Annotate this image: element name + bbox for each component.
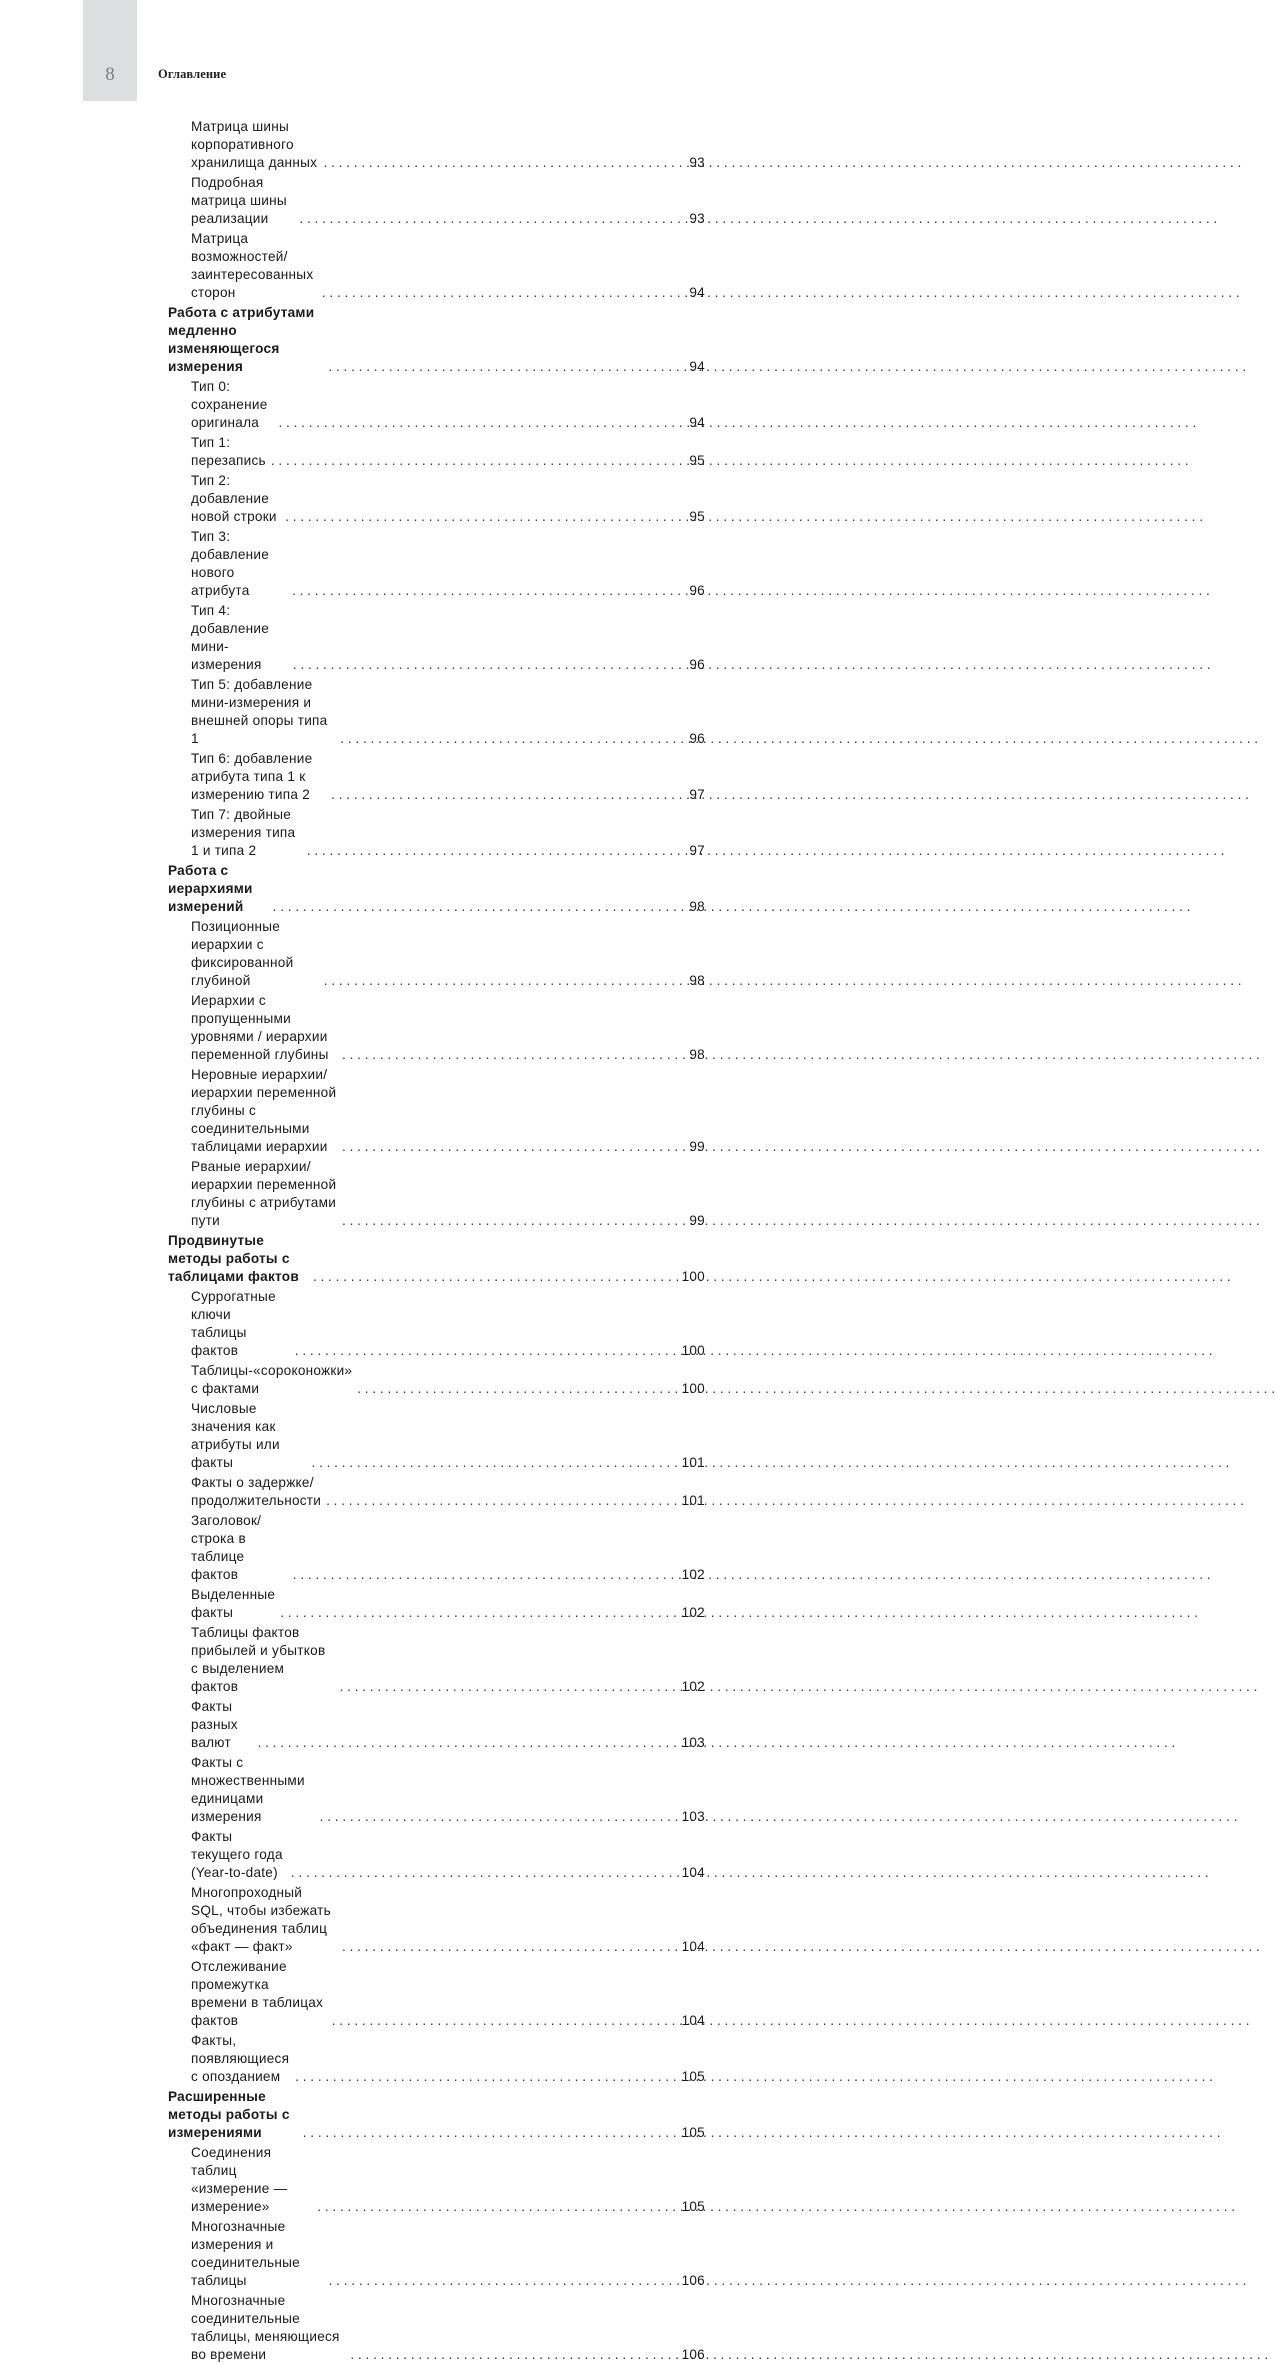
toc-entry-title: Тип 5: добавление мини-измерения и внешней опоры типа 1: [191, 677, 328, 746]
toc-entry-page: 106: [681, 2347, 705, 2362]
toc-dot-leader: [295, 2068, 673, 2086]
toc-entry-title: Таблицы-«сороконожки» с фактами: [191, 1363, 353, 1396]
toc-entry-title: Таблицы фактов прибылей и убытков с выделением фактов: [191, 1625, 326, 1694]
toc-entry-title: Выделенные факты: [191, 1587, 276, 1620]
toc-entry-page: 101: [681, 1493, 705, 1508]
toc-dot-leader: [279, 414, 674, 432]
toc-subsection-entry[interactable]: [191, 806, 705, 860]
toc-subsection-entry[interactable]: [191, 1828, 705, 1882]
toc-dot-leader: [291, 1864, 673, 1882]
toc-entry-page: 99: [689, 1139, 705, 1154]
toc-dot-leader: [271, 452, 673, 470]
toc-entry-page: 94: [689, 415, 705, 430]
toc-entry-page: 98: [689, 973, 705, 988]
toc-subsection-entry[interactable]: [191, 750, 705, 804]
toc-entry-title: Рваные иерархии/иерархии переменной глубины с атрибутами пути: [191, 1159, 337, 1228]
page-number: 8: [105, 64, 115, 85]
toc-dot-leader: [342, 1938, 673, 1956]
toc-entry-title: Подробная матрица шины реализации: [191, 175, 287, 226]
toc-entry-title: Иерархии с пропущенными уровнями / иерархии переменной глубины: [191, 993, 329, 1062]
toc-dot-leader: [350, 2346, 673, 2364]
toc-entry-title: Факты о задержке/продолжительности: [191, 1475, 322, 1508]
toc-dot-leader: [328, 358, 673, 376]
toc-subsection-entry[interactable]: [191, 1474, 705, 1510]
toc-dot-leader: [293, 656, 673, 674]
toc-entry-page: 104: [681, 1939, 705, 1954]
toc-entry-title: Работа с атрибутами медленно изменяющегося измерения: [168, 305, 315, 374]
toc-entry-title: Факты текущего года (Year-to-date): [191, 1829, 283, 1880]
toc-entry-page: 100: [681, 1381, 705, 1396]
toc-entry-title: Соединения таблиц «измерение — измерение»: [191, 2145, 288, 2214]
toc-entry-page: 93: [689, 155, 705, 170]
toc-dot-leader: [331, 786, 673, 804]
toc-entry-page: 105: [681, 2069, 705, 2084]
toc-subsection-entry[interactable]: [191, 472, 705, 526]
toc-entry-page: 102: [681, 1605, 705, 1620]
toc-dot-leader: [332, 2012, 673, 2030]
toc-dot-leader: [340, 730, 673, 748]
toc-dot-leader: [342, 1138, 673, 1156]
toc-entry-page: 105: [681, 2125, 705, 2140]
toc-entry-title: Тип 7: двойные измерения типа 1 и типа 2: [191, 807, 296, 858]
toc-subsection-entry[interactable]: [191, 118, 705, 172]
toc-entry-page: 101: [681, 1455, 705, 1470]
running-title: Оглавление: [158, 67, 227, 81]
toc-dot-leader: [273, 898, 673, 916]
toc-entry-title: Продвинутые методы работы с таблицами фактов: [168, 1233, 299, 1284]
toc-entry-title: Факты с множественными единицами измерения: [191, 1755, 305, 1824]
toc-entry-title: Тип 3: добавление нового атрибута: [191, 529, 270, 598]
toc-entry-page: 103: [681, 1809, 705, 1824]
toc-entry-title: Позиционные иерархии с фиксированной глубиной: [191, 919, 294, 988]
toc-entry-title: Тип 2: добавление новой строки: [191, 473, 277, 524]
toc-subsection-entry[interactable]: [191, 2032, 705, 2086]
toc-dot-leader: [329, 2272, 673, 2290]
toc-dot-leader: [299, 210, 673, 228]
toc-entry-page: 100: [681, 1343, 705, 1358]
toc-subsection-entry[interactable]: [191, 1512, 705, 1584]
toc-dot-leader: [307, 842, 673, 860]
table-of-contents: [168, 116, 705, 2364]
toc-dot-leader: [342, 1212, 673, 1230]
toc-dot-leader: [317, 2198, 673, 2216]
toc-entry-title: Неровные иерархии/иерархии переменной глубины с соединительными таблицами иерархии: [191, 1067, 337, 1154]
toc-subsection-entry[interactable]: [191, 1698, 705, 1752]
toc-subsection-entry[interactable]: [191, 1884, 705, 1956]
toc-subsection-entry[interactable]: [191, 378, 705, 432]
toc-dot-leader: [324, 972, 673, 990]
toc-entry-title: Числовые значения как атрибуты или факты: [191, 1401, 280, 1470]
toc-subsection-entry[interactable]: [191, 1362, 705, 1398]
toc-entry-title: Многопроходный SQL, чтобы избежать объединения таблиц «факт — факт»: [191, 1885, 331, 1954]
toc-entry-page: 105: [681, 2199, 705, 2214]
toc-entry-title: Тип 0: сохранение оригинала: [191, 379, 268, 430]
toc-dot-leader: [292, 582, 673, 600]
toc-dot-leader: [285, 508, 673, 526]
toc-subsection-entry[interactable]: [191, 174, 705, 228]
toc-entry-page: 104: [681, 2013, 705, 2028]
toc-subsection-entry[interactable]: [191, 528, 705, 600]
toc-entry-title: Многозначные измерения и соединительные таблицы: [191, 2219, 300, 2288]
toc-entry-page: 94: [689, 285, 705, 300]
toc-dot-leader: [324, 154, 673, 172]
toc-entry-title: Тип 1: перезапись: [191, 435, 266, 468]
toc-dot-leader: [312, 1454, 673, 1472]
toc-subsection-entry[interactable]: [191, 1066, 705, 1156]
toc-subsection-entry[interactable]: [191, 1158, 705, 1230]
toc-subsection-entry[interactable]: [191, 992, 705, 1064]
toc-entry-page: 100: [681, 1269, 705, 1284]
toc-entry-page: 98: [689, 899, 705, 914]
toc-dot-leader: [258, 1734, 673, 1752]
toc-subsection-entry[interactable]: [191, 676, 705, 748]
toc-subsection-entry[interactable]: [191, 1586, 705, 1622]
toc-entry-page: 93: [689, 211, 705, 226]
toc-dot-leader: [303, 2124, 673, 2142]
toc-subsection-entry[interactable]: [191, 434, 705, 470]
toc-dot-leader: [293, 1566, 673, 1584]
toc-subsection-entry[interactable]: [191, 2144, 705, 2216]
toc-entry-title: Работа с иерархиями измерений: [168, 863, 253, 914]
toc-subsection-entry[interactable]: [191, 1288, 705, 1360]
toc-entry-page: 95: [689, 453, 705, 468]
toc-subsection-entry[interactable]: [191, 2218, 705, 2290]
toc-entry-page: 97: [689, 843, 705, 858]
toc-entry-page: 96: [689, 583, 705, 598]
toc-entry-title: Отслеживание промежутка времени в таблицах фактов: [191, 1959, 324, 2028]
toc-entry-title: Заголовок/строка в таблице фактов: [191, 1513, 262, 1582]
toc-entry-page: 102: [681, 1679, 705, 1694]
toc-entry-title: Тип 6: добавление атрибута типа 1 к измерению типа 2: [191, 751, 313, 802]
toc-entry-page: 106: [681, 2273, 705, 2288]
toc-subsection-entry[interactable]: [191, 2292, 705, 2364]
toc-dot-leader: [357, 1380, 673, 1398]
toc-dot-leader: [322, 284, 673, 302]
toc-entry-title: Суррогатные ключи таблицы фактов: [191, 1289, 276, 1358]
toc-subsection-entry[interactable]: [191, 602, 705, 674]
toc-subsection-entry[interactable]: [191, 1958, 705, 2030]
toc-dot-leader: [340, 1678, 673, 1696]
toc-dot-leader: [313, 1268, 673, 1286]
toc-entry-title: Матрица шины корпоративного хранилища данных: [191, 119, 318, 170]
toc-entry-page: 94: [689, 359, 705, 374]
toc-dot-leader: [342, 1046, 673, 1064]
toc-entry-page: 97: [689, 787, 705, 802]
toc-entry-title: Тип 4: добавление мини-измерения: [191, 603, 270, 672]
toc-section-entry[interactable]: [168, 1232, 705, 1286]
toc-subsection-entry[interactable]: [191, 1400, 705, 1472]
toc-subsection-entry[interactable]: [191, 1754, 705, 1826]
toc-entry-page: 102: [681, 1567, 705, 1582]
toc-entry-title: Матрица возможностей/заинтересованных сторон: [191, 231, 314, 300]
toc-dot-leader: [280, 1604, 673, 1622]
toc-entry-page: 98: [689, 1047, 705, 1062]
toc-entry-page: 95: [689, 509, 705, 524]
toc-entry-page: 96: [689, 731, 705, 746]
toc-entry-title: Факты разных валют: [191, 1699, 238, 1750]
toc-entry-title: Расширенные методы работы с измерениями: [168, 2089, 290, 2140]
toc-section-entry[interactable]: [168, 2088, 705, 2142]
toc-entry-page: 104: [681, 1865, 705, 1880]
toc-section-entry[interactable]: [168, 304, 705, 376]
toc-subsection-entry[interactable]: [191, 1624, 705, 1696]
toc-dot-leader: [295, 1342, 673, 1360]
toc-section-entry[interactable]: [168, 862, 705, 916]
toc-subsection-entry[interactable]: [191, 230, 705, 302]
toc-dot-leader: [326, 1492, 673, 1510]
toc-entry-page: 96: [689, 657, 705, 672]
toc-entry-title: Факты, появляющиеся с опозданием: [191, 2033, 290, 2084]
toc-entry-page: 103: [681, 1735, 705, 1750]
toc-entry-title: Многозначные соединительные таблицы, меняющиеся во времени: [191, 2293, 340, 2362]
toc-entry-page: 99: [689, 1213, 705, 1228]
toc-subsection-entry[interactable]: [191, 918, 705, 990]
toc-dot-leader: [320, 1808, 673, 1826]
